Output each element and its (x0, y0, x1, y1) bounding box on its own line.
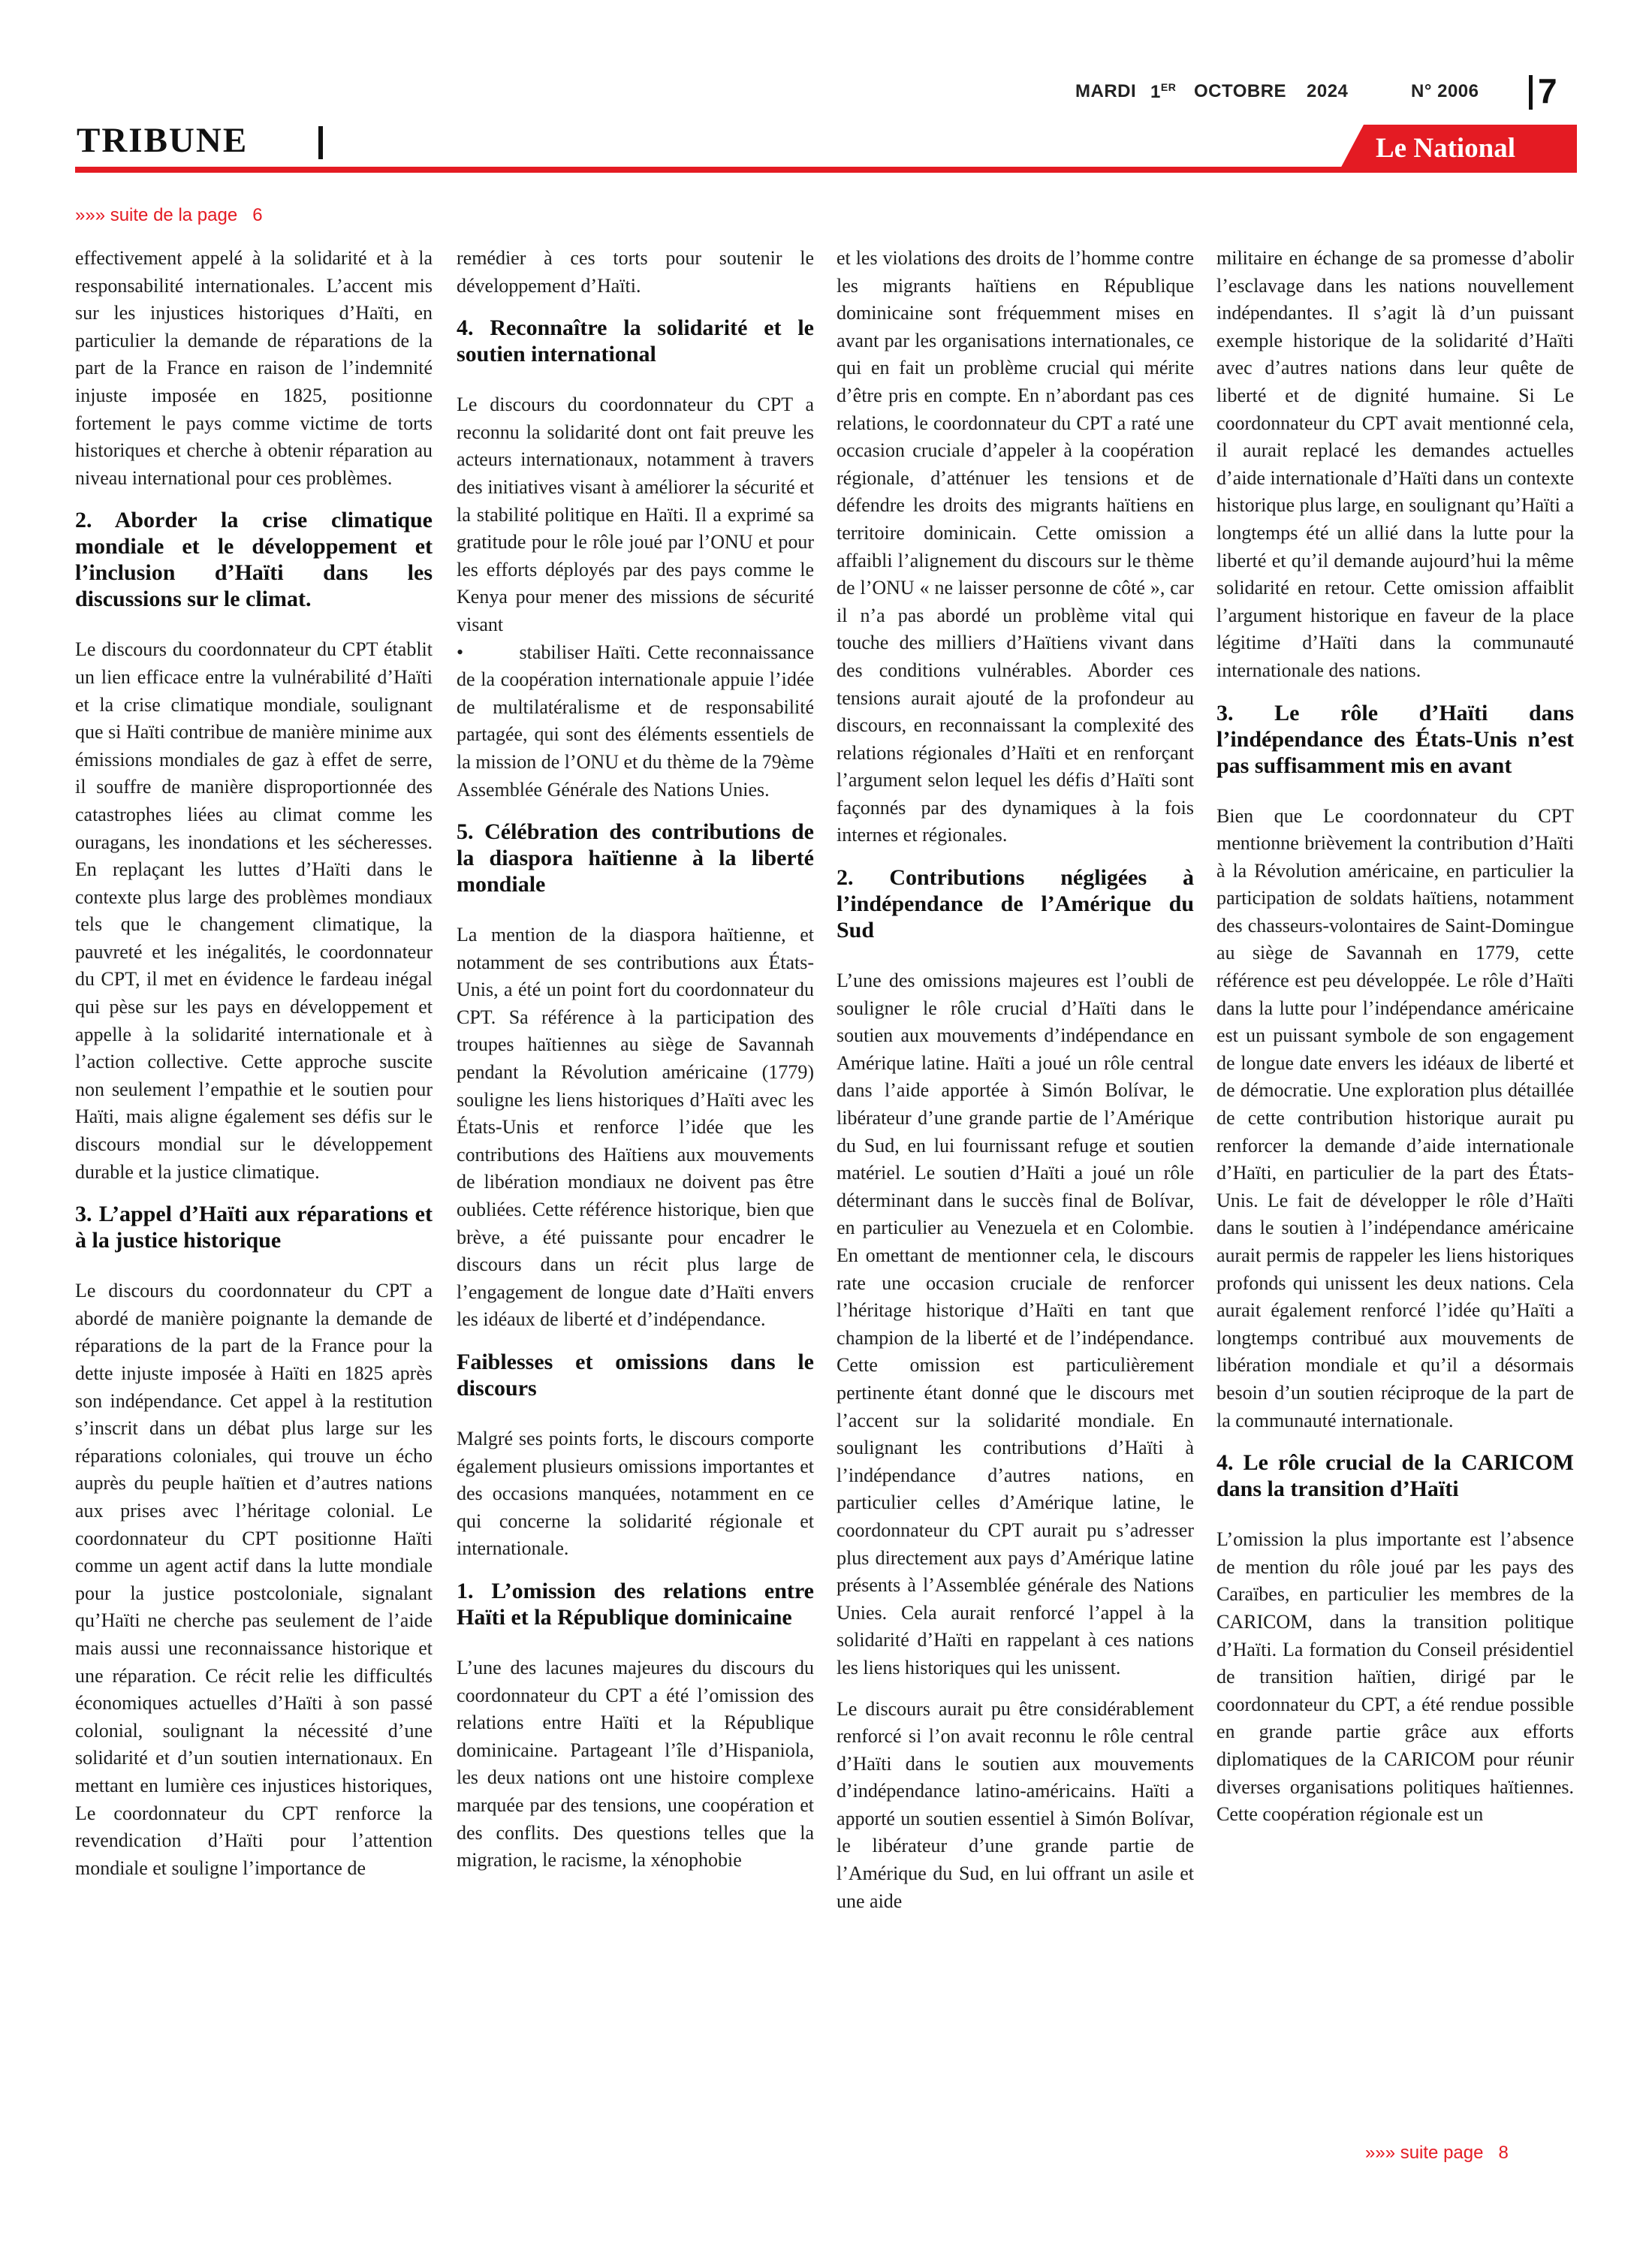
section-title: TRIBUNE (77, 121, 249, 160)
paragraph: Le discours du coordonnateur du CPT a abordé de manière poignante la demande de réparations de la part de la France pour la dette injuste imposée à Haïti en 1825 après son indépendance. Cet appel à la restitution s’inscrit dans un débat plus large sur les réparations coloniales, qui trouve un écho auprès du peuple haïtien et d’autres nations aux prises avec l’héritage colonial. Le coordonnateur du CPT positionne Haïti comme un agent actif dans la lutte mondiale pour la justice postcoloniale, signalant qu’Haïti ne cherche pas seulement de l’aide mais aussi une reconnaissance historique et une réparation. Ce récit relie les difficultés économiques actuelles d’Haïti à son passé colonial, soulignant la nécessité d’une solidarité et d’un soutien internationaux. En mettant en lumière ces injustices historiques, Le coordonnateur du CPT renforce la revendication d’Haïti pour l’attention mondiale et souligne l’importance de (75, 1280, 433, 1879)
paragraph: Le discours du coordonnateur du CPT établit un lien efficace entre la vulnérabilité d’Haïti et la crise climatique mondiale, soulignant que si Haïti contribue de manière minime aux émissions mondiales de gaz à effet de serre, il souffre de manière disproportionnée des catastrophes liées au climat comme les ouragans, les inondations et les sécheresses. En replaçant les luttes d’Haïti dans le contexte plus large des problèmes mondiaux tels que le changement climatique, la pauvreté et les inégalités, le coordonnateur du CPT, il met en évidence le fardeau inégal qui pèse sur les pays en développement et appelle à la solidarité internationale et à l’action collective. Cette approche suscite non seulement l’empathie et le soutien pour Haïti, mais aligne également ses défis sur le discours mondial sur le développement durable et la justice climatique. (75, 638, 433, 1183)
continued-from-text: »»» suite de la page (75, 205, 238, 225)
page-number: 7 (1538, 71, 1557, 110)
subheading: 1. L’omission des relations entre Haïti et la République dominicaine (457, 1578, 814, 1630)
article-column-4 (1216, 245, 1574, 1842)
paragraph: La mention de la diaspora haïtienne, et notamment de ses contributions aux États-Unis, a été un point fort du coordonnateur du CPT. Sa référence à la participation des troupes haïtiennes au siège de Savannah pendant la Révolution américaine (1779) souligne les liens historiques d’Haïti avec les États-Unis et renforce l’idée que les contributions des Haïtiens aux mouvements de libération mondiaux ne doivent pas être oubliées. Cette référence historique, bien que brève, a été puissante pour encadrer le discours dans un récit plus large de l’engagement de longue date d’Haïti envers les idéaux de liberté et d’indépendance. (457, 924, 814, 1331)
continued-to-note (1365, 2143, 1509, 2164)
paragraph: Malgré ses points forts, le discours comporte également plusieurs omissions importantes et des occasions manquées, notamment en ce qui concerne la solidarité régionale et internationale. (457, 1428, 814, 1560)
issue-date (1150, 81, 1176, 103)
paragraph: L’omission la plus importante est l’absence de mention du rôle joué par les pays des Caraïbes, en particulier les membres de la CARICOM, dans la transition politique d’Haïti. La formation du Conseil présidentiel de transition haïtien, dirigé par le coordonnateur du CPT, a été rendue possible en grande partie grâce aux efforts diplomatiques de la CARICOM pour réunir diverses organisations politiques haïtiennes. Cette coopération régionale est un (1216, 1528, 1574, 1826)
paragraph: Le discours aurait pu être considérablement renforcé si l’on avait reconnu le rôle central d’Haïti dans le soutien aux mouvements d’indépendance latino-américains. Haïti a apporté un soutien essentiel à Simón Bolívar, le libérateur d’une grande partie de l’Amérique du Sud, en lui offrant un asile et une aide (837, 1697, 1194, 1912)
paragraph: Bien que Le coordonnateur du CPT mentionne brièvement la contribution d’Haïti à la Révolution américaine, en particulier la participation de soldats haïtiens, notamment des chasseurs-volontaires de Saint-Domingue au siège de Savannah en 1779, cette référence est peu développée. Le rôle d’Haïti dans la lutte pour l’indépendance américaine est un puissant symbole de son engagement de longue date envers les idéaux de liberté et de démocratie. Une exploration plus détaillée de cette contribution historique aurait pu renforcer la demande d’aide internationale d’Haïti, en particulier de la part des États-Unis. Le fait de développer le rôle d’Haïti dans le soutien à l’indépendance américaine aurait permis de rappeler les liens historiques profonds qui unissent les deux nations. Cela aurait également renforcé l’idée qu’Haïti a longtemps contribué aux mouvements de libération mondiale et qu’il a désormais besoin d’un soutien réciproque de la part de la communauté internationale. (1216, 804, 1574, 1431)
issue-year: 2024 (1307, 81, 1349, 101)
subheading: 2. Contributions négligées à l’indépendance de l’Amérique du Sud (837, 865, 1194, 943)
paragraph: militaire en échange de sa promesse d’abolir l’esclavage dans les nations nouvellement indépendantes. Il s’agit là d’un puissant exemple historique de la solidarité d’Haïti avec d’autres nations dans leur quête de liberté et de dignité humaine. Si Le coordonnateur du CPT avait mentionné cela, il aurait replacé les demandes actuelles d’aide internationale d’Haïti dans un contexte historique plus large, en soulignant qu’Haïti a longtemps été un allié dans la lutte pour la liberté et qu’il demande aujourd’hui la même solidarité en retour. Cette omission affaiblit l’argument historique en faveur de la place légitime d’Haïti dans la communauté internationale des nations. (1216, 247, 1574, 681)
issue-date-number: 1 (1150, 82, 1161, 102)
article-column-2 (457, 245, 814, 1888)
paragraph: L’une des lacunes majeures du discours du coordonnateur du CPT a été l’omission des relations entre Haïti et la République dominicaine. Partageant l’île d’Hispaniola, les deux nations ont une histoire complexe marquée par des tensions, une coopération et des conflits. Des questions telles que la migration, le racisme, la xénophobie (457, 1656, 814, 1871)
section-divider (318, 126, 323, 159)
continued-from-page: 6 (252, 205, 263, 225)
subheading: 3. Le rôle d’Haïti dans l’indépendance des États-Unis n’est pas suffisamment mis en avant (1216, 700, 1574, 778)
paragraph: Le discours du coordonnateur du CPT a reconnu la solidarité dont ont fait preuve les acteurs internationaux, notamment à travers des initiatives visant à améliorer la sécurité et la stabilité politique en Haïti. Il a exprimé sa gratitude pour le rôle joué par l’ONU et pour les efforts déployés par des pays comme le Kenya pour mener des missions de sécurité visant (457, 394, 814, 635)
paragraph: L’une des omissions majeures est l’oubli de souligner le rôle crucial d’Haïti dans le soutien aux mouvements d’indépendance en Amérique latine. Haïti a joué un rôle central dans l’aide apportée à Simón Bolívar, le libérateur d’une grande partie de l’Amérique du Sud, en lui fournissant refuge et soutien matériel. Le soutien d’Haïti a joué un rôle déterminant dans le succès final de Bolívar, en particulier au Venezuela et en Colombie. En omettant de mentionner cela, le discours rate une occasion cruciale de renforcer l’héritage historique d’Haïti en tant que champion de la liberté et de l’indépendance. Cette omission est particulièrement pertinente étant donné que le discours met l’accent sur la solidarité mondiale. En soulignant les contributions d’Haïti à l’indépendance d’autres nations, en particulier celles d’Amérique latine, le coordonnateur du CPT aurait pu s’adresser plus directement aux pays d’Amérique latine présents à l’Assemblée générale des Nations Unies. Cela aurait renforcé l’appel à la solidarité d’Haïti en rappelant à ces nations les liens historiques qui les unissent. (837, 970, 1194, 1678)
issue-number: N° 2006 (1411, 81, 1479, 101)
bullet-paragraph: • stabiliser Haïti. Cette reconnaissance de la coopération internationale appuie l’idée de multilatéralisme et de responsabilité partagée, qui sont des éléments essentiels de la mission de l’ONU et du thème de la 79ème Assemblée Générale des Nations Unies. (457, 641, 814, 801)
paragraph: effectivement appelé à la solidarité et à la responsabilité internationales. L’accent mis sur les injustices historiques d’Haïti, en particulier la demande de réparations de la part de la France en raison de l’indemnité injuste imposée en 1825, positionne fortement le pays comme victime de torts historiques et cherche à obtenir réparation au niveau international pour ces problèmes. (75, 247, 433, 489)
paragraph: et les violations des droits de l’homme contre les migrants haïtiens en République dominicaine sont fréquemment mises en avant par les organisations internationales, ce qui en fait un problème crucial qui mérite d’être pris en compte. En n’abordant pas ces relations, le coordonnateur du CPT a raté une occasion cruciale d’appeler à la coopération régionale, d’atténuer les tensions et de défendre les droits des migrants haïtiens en territoire dominicain. Cette omission a affaibli l’alignement du discours sur le thème de l’ONU « ne laisser personne de côté », car il n’a pas abordé un problème vital qui touche des milliers d’Haïtiens vivant dans des conditions vulnérables. Aborder ces tensions aurait ajouté de la profondeur au discours, en reconnaissant la complexité des relations régionales d’Haïti et en renforçant l’argument selon lequel les défis d’Haïti sont façonnés par des dynamiques à la fois internes et régionales. (837, 247, 1194, 846)
continued-to-page: 8 (1498, 2143, 1509, 2163)
continued-to-text: »»» suite page (1365, 2143, 1484, 2163)
subheading: 2. Aborder la crise climatique mondiale et le développement et l’inclusion d’Haïti dans les discussions sur le climat. (75, 508, 433, 612)
subheading: 4. Reconnaître la solidarité et le soutien international (457, 315, 814, 367)
paragraph: remédier à ces torts pour soutenir le développement d’Haïti. (457, 247, 814, 297)
subheading: Faiblesses et omissions dans le discours (457, 1350, 814, 1401)
continued-from-note (75, 205, 263, 226)
article-column-1 (75, 245, 433, 1896)
issue-month: OCTOBRE (1194, 81, 1287, 101)
brand-name: Le National (1376, 133, 1516, 164)
subheading: 5. Célébration des contributions de la diaspora haïtienne à la liberté mondiale (457, 819, 814, 897)
issue-date-suffix: ER (1160, 81, 1177, 93)
page-number-divider (1529, 75, 1533, 110)
article-column-3 (837, 245, 1194, 1929)
subheading: 3. L’appel d’Haïti aux réparations et à la justice historique (75, 1202, 433, 1253)
subheading: 4. Le rôle crucial de la CARICOM dans la transition d’Haïti (1216, 1450, 1574, 1502)
issue-day: MARDI (1075, 81, 1137, 101)
